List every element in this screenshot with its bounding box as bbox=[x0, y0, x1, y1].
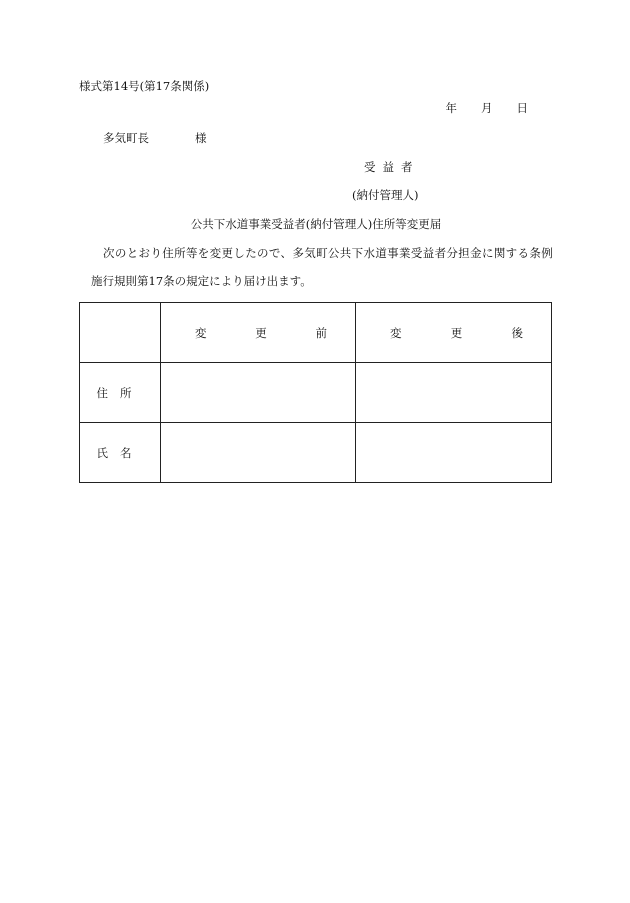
header-before-char: 前 bbox=[315, 325, 327, 340]
addressee-honorific: 様 bbox=[195, 131, 207, 145]
date-year-label: 年 bbox=[445, 101, 457, 115]
body-text-line-2: 施行規則第17条の規定により届け出ます。 bbox=[91, 274, 312, 288]
header-after-char: 変 bbox=[390, 325, 402, 340]
row-label-name: 氏名 bbox=[80, 423, 161, 483]
body-text-line-1: 次のとおり住所等を変更したので、多気町公共下水道事業受益者分担金に関する条例 bbox=[103, 246, 554, 260]
header-before-cell bbox=[161, 303, 356, 363]
table-header-row bbox=[80, 303, 552, 363]
addressee-line bbox=[103, 131, 207, 145]
name-after-field[interactable] bbox=[356, 423, 552, 483]
row-label-address: 住所 bbox=[80, 363, 161, 423]
change-form-table bbox=[79, 302, 552, 483]
date-month-label: 月 bbox=[481, 101, 493, 115]
table-corner-cell bbox=[80, 303, 161, 363]
name-before-field[interactable] bbox=[161, 423, 356, 483]
header-after-char: 後 bbox=[511, 325, 523, 340]
date-day-label: 日 bbox=[516, 101, 528, 115]
addressee-name: 多気町長 bbox=[103, 131, 149, 145]
header-before-char: 変 bbox=[195, 325, 207, 340]
form-number: 様式第14号(第17条関係) bbox=[79, 79, 210, 93]
applicant-label: 受益者 bbox=[364, 160, 420, 174]
header-after-cell bbox=[356, 303, 552, 363]
address-after-field[interactable] bbox=[356, 363, 552, 423]
table-row bbox=[80, 363, 552, 423]
header-after-char: 更 bbox=[450, 325, 463, 340]
applicant-sub-label: (納付管理人) bbox=[352, 188, 419, 202]
header-before-char: 更 bbox=[255, 325, 267, 340]
address-before-field[interactable] bbox=[161, 363, 356, 423]
date-line bbox=[446, 101, 529, 115]
document-title: 公共下水道事業受益者(納付管理人)住所等変更届 bbox=[190, 217, 442, 231]
table-row bbox=[80, 423, 552, 483]
